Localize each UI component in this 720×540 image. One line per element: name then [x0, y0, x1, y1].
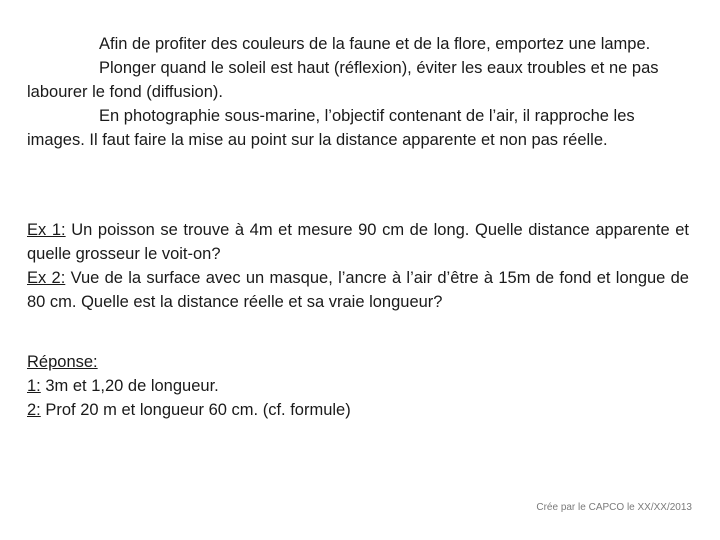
intro-paragraph-lamp: Afin de profiter des couleurs de la faune et de la flore, emportez une lampe.	[99, 35, 651, 53]
examples-section	[27, 218, 689, 314]
example-1-label: Ex 1:	[27, 221, 66, 239]
example-2-text: Vue de la surface avec un masque, l’ancre à l’air d’être à 15m de fond et longue de 80 cm. Quelle est la distance réelle et sa vraie longueur?	[27, 269, 689, 311]
answer-1-label: 1:	[27, 377, 41, 395]
answer-1	[27, 374, 689, 398]
answer-1-text: 3m et 1,20 de longueur.	[45, 377, 219, 395]
answers-section	[27, 350, 689, 422]
intro-section	[27, 32, 689, 152]
intro-paragraph-dive-conditions: Plonger quand le soleil est haut (réflexion), éviter les eaux troubles et ne pas labourer le fond (diffusion).	[27, 59, 659, 101]
example-2	[27, 266, 689, 314]
answer-2-label: 2:	[27, 401, 41, 419]
example-2-label: Ex 2:	[27, 269, 66, 287]
answers-heading-text: Réponse:	[27, 353, 98, 371]
answer-2	[27, 398, 689, 422]
intro-paragraph-photography: En photographie sous-marine, l’objectif contenant de l’air, il rapproche les images. Il faut faire la mise au point sur la distance apparente et non pas réelle.	[27, 107, 635, 149]
example-1-text: Un poisson se trouve à 4m et mesure 90 cm de long. Quelle distance apparente et quelle grosseur le voit-on?	[27, 221, 689, 263]
answer-2-text: Prof 20 m et longueur 60 cm. (cf. formule)	[45, 401, 351, 419]
footer-credit: Crée par le CAPCO le XX/XX/2013	[536, 502, 692, 513]
example-1	[27, 218, 689, 266]
answers-heading	[27, 350, 689, 374]
